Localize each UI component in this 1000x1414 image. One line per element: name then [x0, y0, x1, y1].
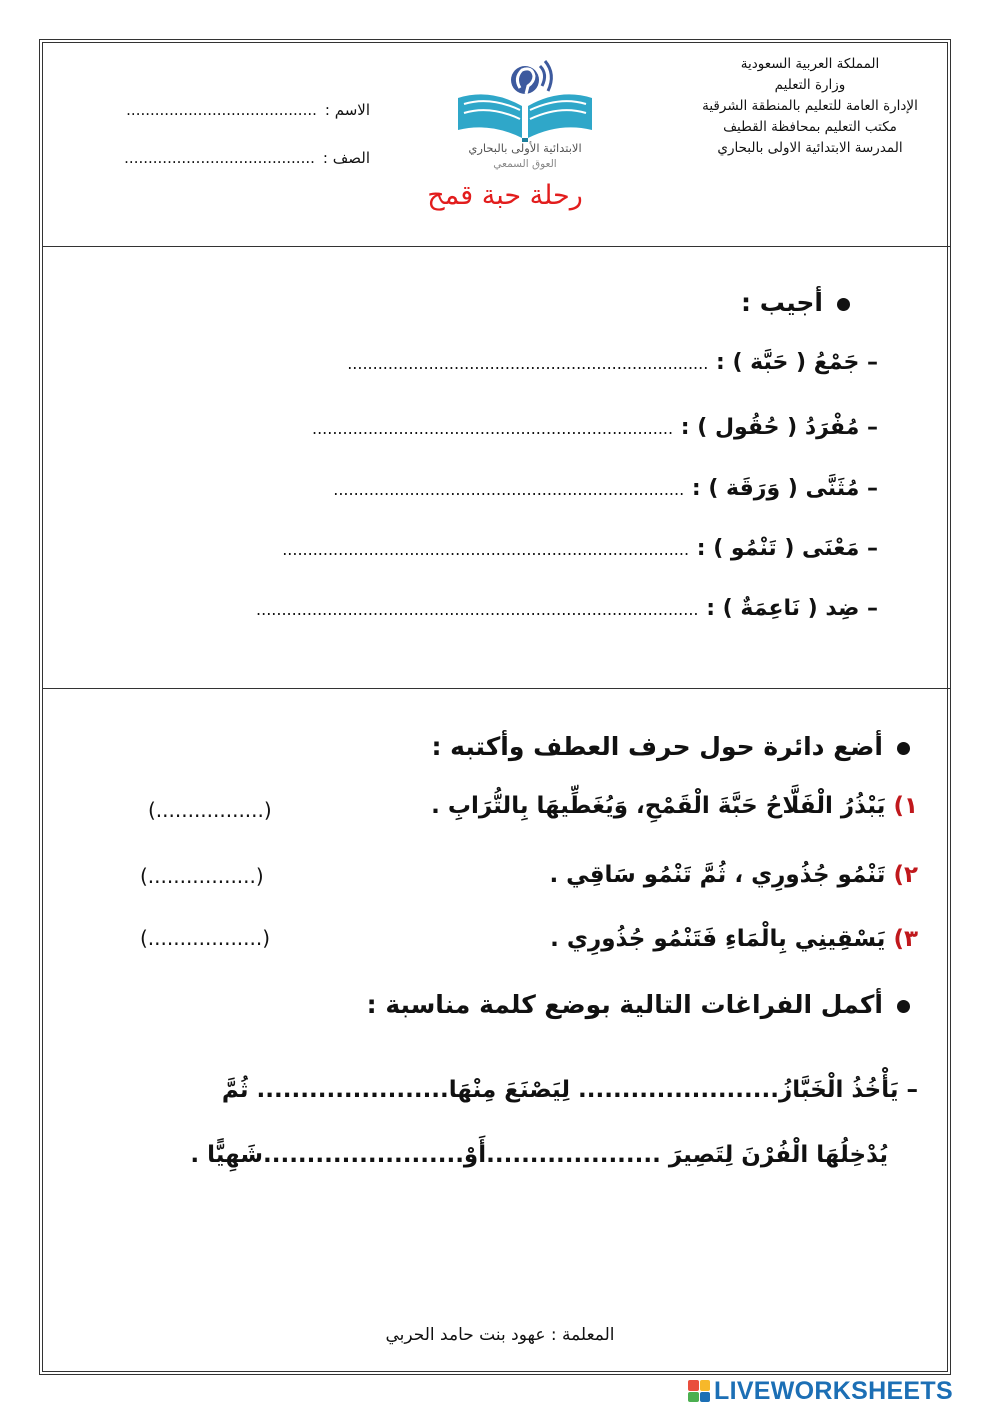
item-number: ٢)	[893, 862, 918, 888]
bullet-icon	[897, 1000, 910, 1013]
sentence-row	[549, 862, 918, 888]
liveworksheets-text: LIVEWORKSHEETS	[714, 1376, 953, 1405]
section3-heading	[367, 990, 910, 1019]
student-fields	[50, 86, 370, 182]
question-text: – مُثَنَّى ( وَرَقَة ) :	[691, 476, 878, 501]
class-label: الصف :	[322, 149, 370, 167]
section2-heading-text: أضع دائرة حول حرف العطف وأكتبه :	[431, 732, 883, 761]
question-row	[256, 596, 878, 621]
sentence-row	[550, 926, 918, 952]
school-line: وزارة التعليم	[774, 77, 846, 93]
book-ear-icon	[450, 58, 600, 148]
question-row	[312, 415, 878, 440]
bullet-icon	[837, 298, 850, 311]
question-row	[282, 536, 878, 561]
question-text: – مَعْنَى ( تَنْمُو ) :	[696, 536, 878, 561]
school-logo	[450, 58, 600, 178]
divider-header	[42, 246, 950, 247]
answer-blank[interactable]: ................................................................................	[282, 540, 690, 559]
answer-blank[interactable]: (.................)	[140, 864, 264, 888]
answer-blank[interactable]: .....................................................................	[333, 480, 685, 499]
section1-heading	[741, 288, 850, 317]
question-text: – مُفْرَدُ ( حُقُول ) :	[680, 415, 878, 440]
question-text: – ضِد ( نَاعِمَةٌ ) :	[706, 596, 878, 621]
liveworksheets-grid-icon	[688, 1380, 710, 1402]
bullet-icon	[897, 742, 910, 755]
item-number: ١)	[893, 793, 918, 819]
school-line: المملكة العربية السعودية	[740, 56, 880, 72]
answer-blank[interactable]: .......................................................................................	[256, 600, 699, 619]
teacher-name: المعلمة : عهود بنت حامد الحربي	[385, 1325, 615, 1345]
school-line: الإدارة العامة للتعليم بالمنطقة الشرقية	[702, 98, 918, 114]
logo-subtitle: العوق السمعي	[493, 158, 557, 170]
answer-blank[interactable]: (.................)	[148, 798, 272, 822]
question-row	[347, 350, 878, 375]
section3-heading-text: أكمل الفراغات التالية بوضع كلمة مناسبة :	[366, 990, 883, 1019]
logo-school-name: الابتدائية الأولى بالبحاري	[468, 141, 582, 155]
fill-blank-line[interactable]: – يَأْخُذُ الْخَبَّازُ....................... لِيَصْنَعَ مِنْهَا...................... ثُمَّ	[221, 1077, 918, 1103]
liveworksheets-logo[interactable]	[688, 1376, 953, 1406]
name-label: الاسم :	[324, 101, 370, 119]
page-title: رحلة حبة قمح	[427, 180, 583, 211]
item-number: ٣)	[893, 926, 918, 952]
class-blank[interactable]: ........................................	[124, 149, 315, 167]
sentence-row	[431, 793, 918, 819]
name-field[interactable]	[50, 86, 370, 134]
answer-blank[interactable]: .......................................................................	[312, 419, 674, 438]
sentence-text: يَبْذُرُ الْفَلَّاحُ حَبَّةَ الْقَمْحِ، وَيُغَطِّيهَا بِالتُّرَابِ .	[431, 793, 886, 819]
answer-blank[interactable]: .......................................................................	[347, 354, 709, 373]
question-text: – جَمْعُ ( حَبَّة ) :	[715, 350, 878, 375]
sentence-text: يَسْقِينِي بِالْمَاءِ فَتَنْمُو جُذُورِي .	[550, 926, 886, 952]
name-blank[interactable]: ........................................	[126, 101, 317, 119]
divider-section	[42, 688, 950, 689]
class-field[interactable]	[50, 134, 370, 182]
school-line: المدرسة الابتدائية الاولى بالبحاري	[717, 140, 903, 156]
question-row	[333, 476, 878, 501]
fill-blank-line[interactable]: يُدْخِلُهَا الْفُرْنَ لِتَصِيرَ ....................أَوْ.......................شَهِيًّا .	[190, 1142, 888, 1168]
section1-heading-text: أجيب :	[741, 288, 823, 317]
school-line: مكتب التعليم بمحافظة القطيف	[723, 119, 897, 135]
sentence-text: تَنْمُو جُذُورِي ، ثُمَّ تَنْمُو سَاقِي .	[549, 862, 886, 888]
answer-blank[interactable]: (..................)	[140, 926, 271, 950]
page-border	[42, 42, 948, 1372]
school-info	[680, 54, 940, 159]
section2-heading	[431, 732, 910, 761]
